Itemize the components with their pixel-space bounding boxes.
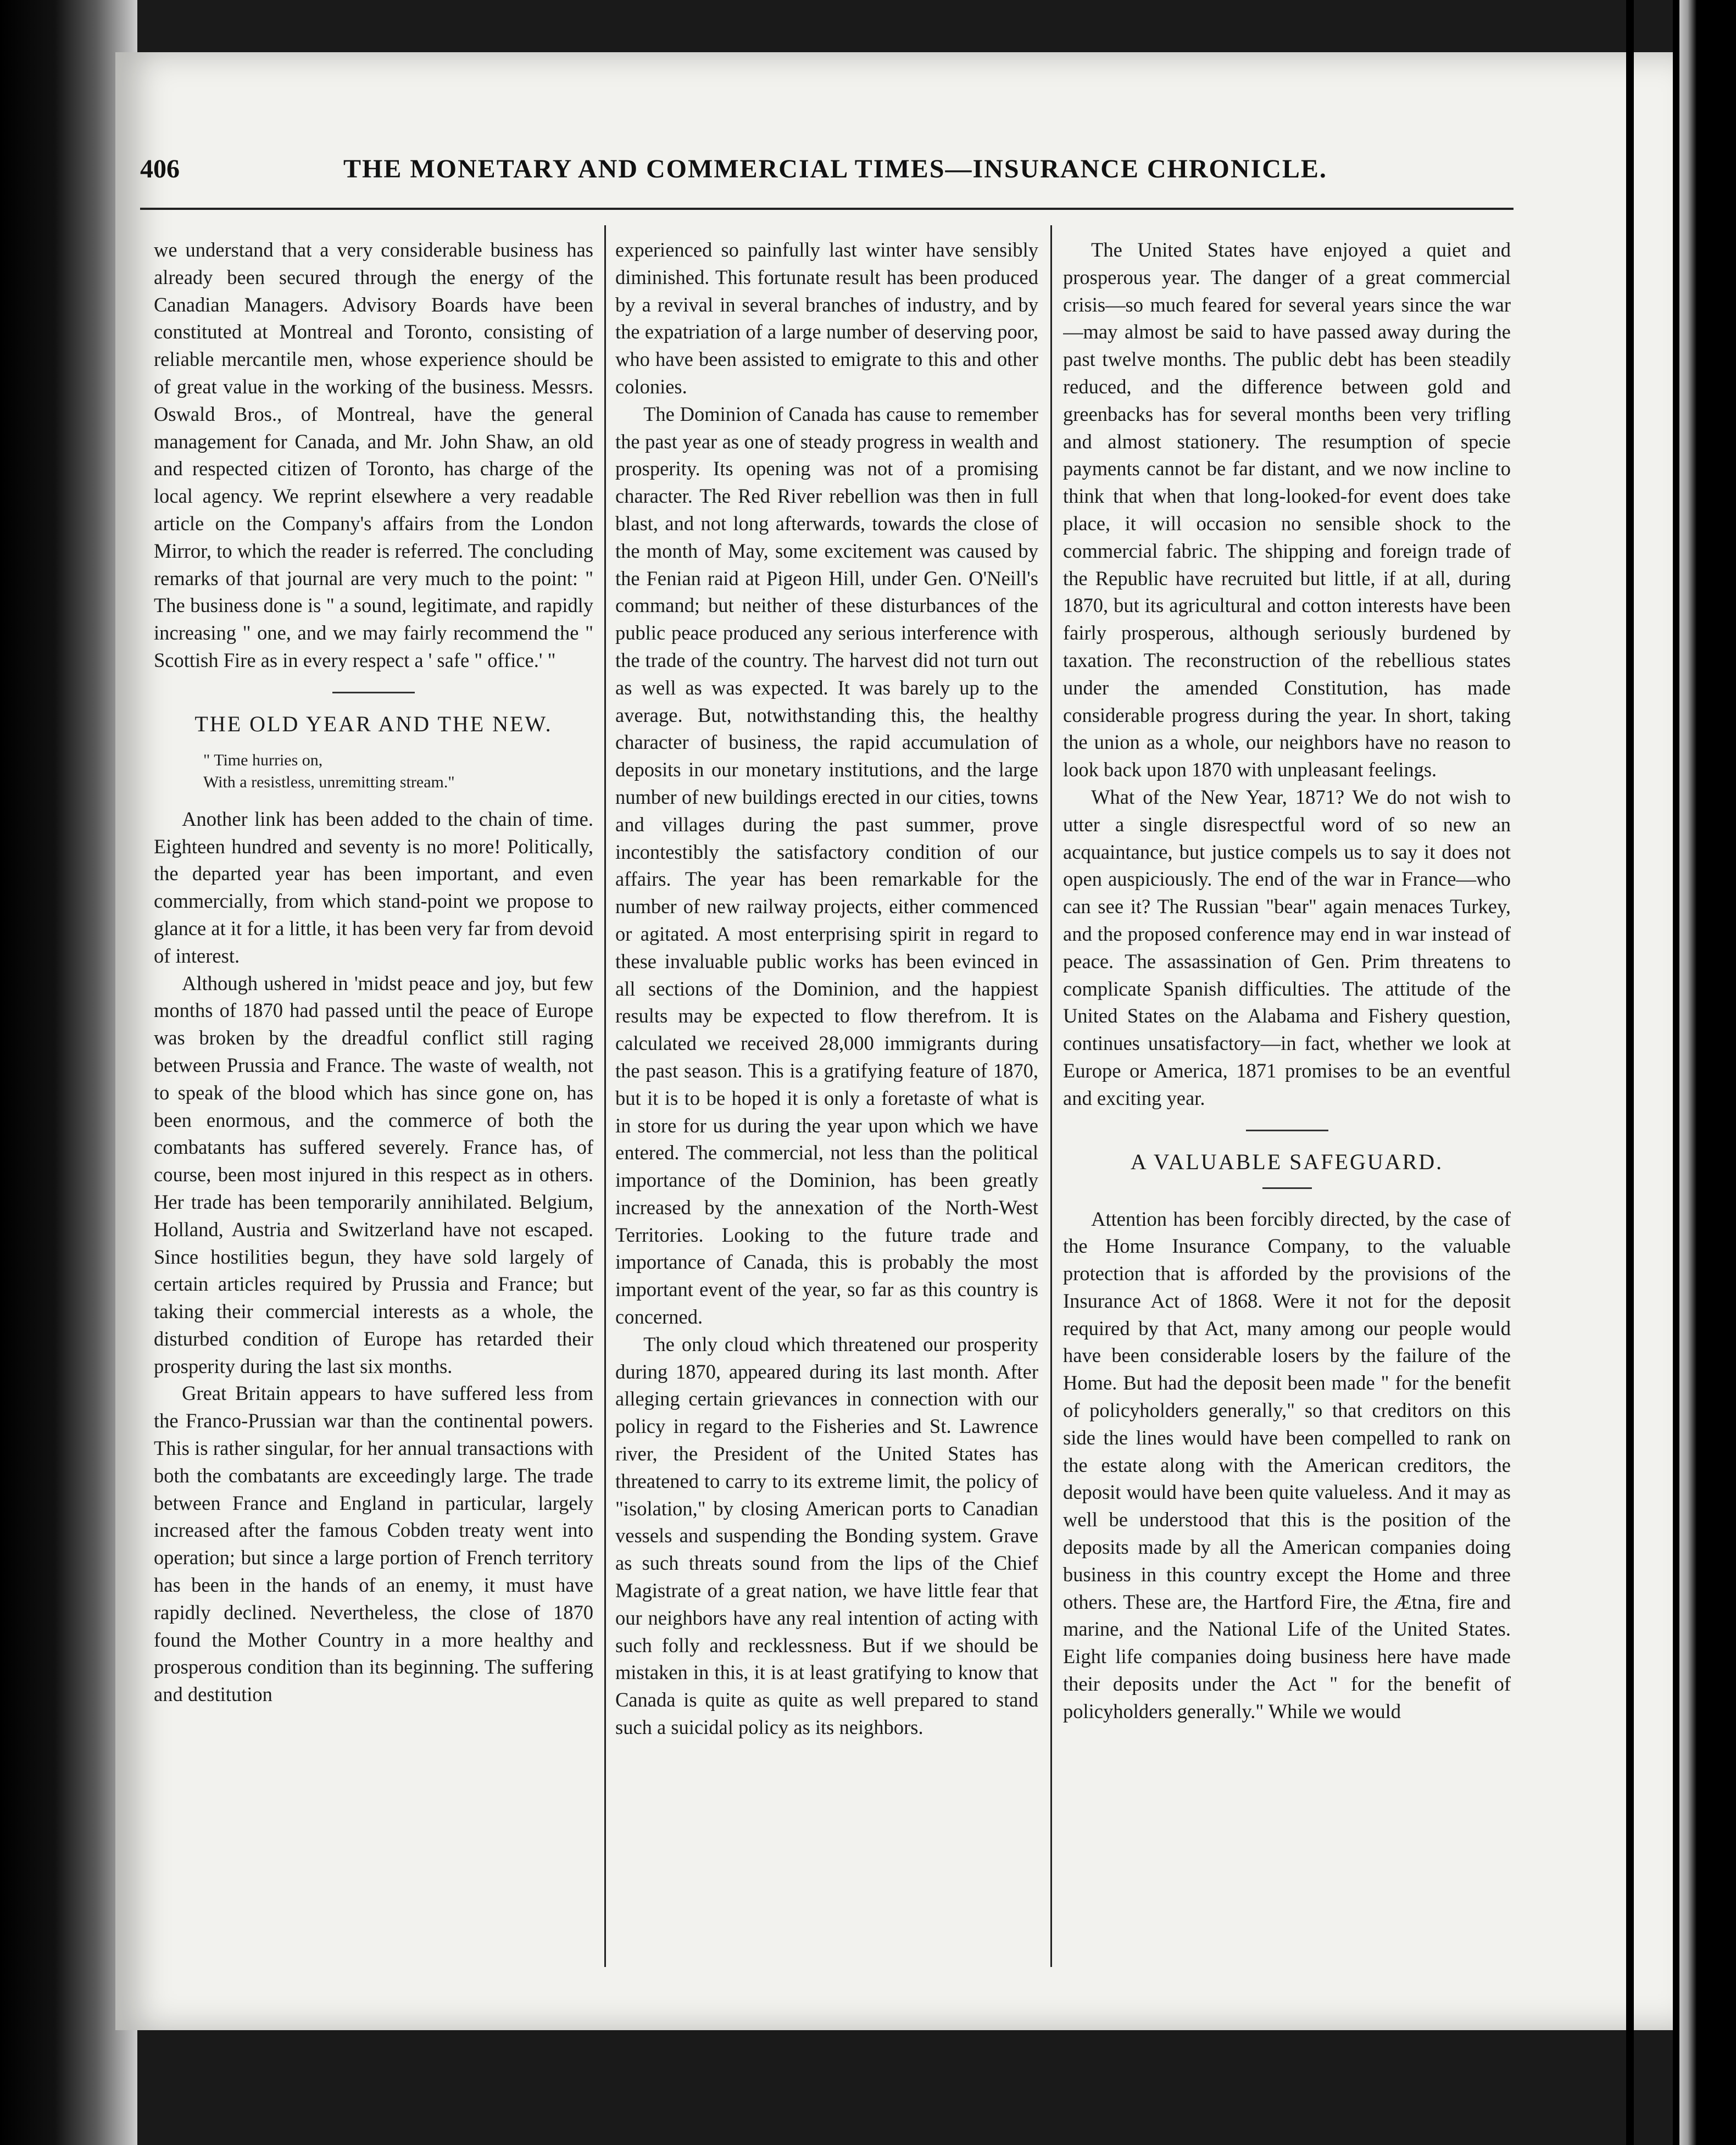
paragraph: The only cloud which threatened our prosperity during 1870, appeared during its last month. After alleging certain grievances in connection with our policy in regard to the Fisheries and St. Lawrence river, the President of the United States has threatened to carry to its extreme limit, the policy of "isolation," by closing American ports to Canadian vessels and suspending the Bonding system. Grave as such threats sound from the lips of the Chief Magistrate of a great nation, we have little fear that our neighbors have any real intention of acting with such folly and recklessness. But if we should be mistaken in this, it is at least gratifying to know that Canada is quite as quite as well prepared to stand such a suicidal policy as its neighbors. <box>615 1332 1038 1739</box>
epigraph-line: With a resistless, unremitting stream." <box>203 773 455 791</box>
paragraph: The United States have enjoyed a quiet and prosperous year. The danger of a great commercial crisis—so much feared for several years since the war—may almost be said to have passed away during the past twelve months. The public debt has been steadily reduced, and the difference between gold and greenbacks has for several months been very trifling and almost stationery. The resumption of specie payments cannot be far distant, and we now incline to think that when that long-looked-for event does take place, it will occasion no sensible shock to the commercial fabric. The shipping and foreign trade of the Republic have recruited but little, if at all, during 1870, but its agricultural and cotton interests have been fairly prosperous, although seriously burdened by taxation. The reconstruction of the rebellious states under the amended Constitution, has made considerable progress during the year. In short, taking the union as a whole, our neighbors have no reason to look back upon 1870 with unpleasant feelings. <box>1063 238 1511 781</box>
header-rule <box>140 208 1514 210</box>
paragraph: Although ushered in 'midst peace and joy, but few months of 1870 had passed until the peace of Europe was broken by the dreadful conflict still raging between Prussia and France. The waste of wealth, not to speak of the blood which has since gone on, has been enormous, and the commerce of both the combatants has suffered severely. France has, of course, been most injured in this respect as in others. Her trade has been temporarily annihilated. Belgium, Holland, Austria and Switzerland have not escaped. Since hostilities begun, they have sold largely of certain articles required by Prussia and France; but taking their commercial interests as a whole, the disturbed condition of Europe has retarded their prosperity during the last six months. <box>154 971 593 1377</box>
column-rule <box>1050 225 1052 1967</box>
epigraph <box>203 749 593 793</box>
column-3 <box>1063 236 1511 1972</box>
running-head: THE MONETARY AND COMMERCIAL TIMES—INSURANCE CHRONICLE. <box>343 154 1327 184</box>
title-underline <box>1262 1187 1312 1189</box>
column-rule <box>604 225 606 1967</box>
right-page-edge <box>1676 0 1736 2145</box>
epigraph-line: " Time hurries on, <box>203 751 323 769</box>
column-1 <box>154 236 593 1972</box>
scan-border-line <box>1673 0 1679 2145</box>
section-separator <box>1246 1130 1328 1131</box>
page-header <box>140 154 1590 198</box>
paragraph: Another link has been added to the chain of time. Eighteen hundred and seventy is no more! Politically, the departed year has been important, and even commercially, from which stand-point we propose to glance at it for a little, it has been very far from devoid of interest. <box>154 807 593 967</box>
page-number: 406 <box>140 154 180 184</box>
article-title: A VALUABLE SAFEGUARD. <box>1130 1149 1444 1174</box>
paragraph: The Dominion of Canada has cause to remember the past year as one of steady progress in wealth and prosperity. Its opening was not of a promising character. The Red River rebellion was then in full blast, and not long afterwards, towards the close of the month of May, some excitement was caused by the Fenian raid at Pigeon Hill, under Gen. O'Neill's command; but neither of these disturbances of the public peace produced any serious interference with the trade of the country. The harvest did not turn out as well as was expected. It was barely up to the average. But, notwithstanding this, the healthy character of business, the rapid accumulation of deposits in our monetary institutions, and the large number of new buildings erected in our cities, towns and villages during the past summer, prove incontestibly the satisfactory condition of our affairs. The year has been remarkable for the number of new railway projects, either commenced or agitated. A most enterprising spirit in regard to these invaluable public works has been evinced in all sections of the Dominion, and the happiest results may be expected to flow therefrom. It is calculated we received 28,000 immigrants during the past season. This is a gratifying feature of 1870, but it is to be hoped it is only a foretaste of what is in store for us during the year upon which we have entered. The commercial, not less than the political importance of the Dominion, has been greatly increased by the annexation of the North-West Territories. Looking to the future trade and importance of Canada, this is probably the most important event of the year, so far as this country is concerned. <box>615 402 1038 1329</box>
paragraph: Great Britain appears to have suffered less from the Franco-Prussian war than the continental powers. This is rather singular, for her annual transactions with both the combatants are exceedingly large. The trade between France and England in particular, largely increased after the famous Cobden treaty went into operation; but since a large portion of French territory has been in the hands of an enemy, it must have rapidly declined. Nevertheless, the close of 1870 found the Mother Country in a more healthy and prosperous condition than its beginning. The suffering and destitution <box>154 1382 593 1706</box>
column-2 <box>615 236 1038 1972</box>
paragraph: What of the New Year, 1871? We do not wish to utter a single disrespectful word of so new an acquaintance, but justice compels us to say it does not open auspiciously. The end of the war in France—who can see it? The Russian "bear" again menaces Turkey, and the proposed conference may end in war instead of peace. The assassination of Gen. Prim threatens to complicate Spanish difficulties. The attitude of the United States on the Alabama and Fishery question, continues unsatisfactory—in fact, whether we look at Europe or America, 1871 promises to be an eventful and exciting year. <box>1063 785 1511 1109</box>
section-separator <box>332 692 415 693</box>
paragraph: experienced so painfully last winter have sensibly diminished. This fortunate result has been produced by a revival in several branches of industry, and by the expatriation of a large number of deserving poor, who have been assisted to emigrate to this and other colonies. <box>615 238 1038 398</box>
article-title: THE OLD YEAR AND THE NEW. <box>194 711 553 736</box>
scan-border-line <box>1626 0 1634 2145</box>
paragraph: we understand that a very considerable business has already been secured through the energy of the Canadian Managers. Advisory Boards have been constituted at Montreal and Toronto, consisting of reliable mercantile men, whose experience should be of great value in the working of the business. Messrs. Oswald Bros., of Montreal, have the general management for Canada, and Mr. John Shaw, an old and respected citizen of Toronto, has charge of the local agency. We reprint elsewhere a very readable article on the Company's affairs from the London Mirror, to which the reader is referred. The concluding remarks of that journal are very much to the point: " The business done is " a sound, legitimate, and rapidly increasing " one, and we may fairly recommend the " Scottish Fire as in every respect a ' safe " office.' " <box>154 238 593 671</box>
paragraph: Attention has been forcibly directed, by the case of the Home Insurance Company, to the valuable protection that is afforded by the provisions of the Insurance Act of 1868. Were it not for the deposit required by that Act, many among our people would have been considerable losers by the failure of the Home. But had the deposit been made " for the benefit of policyholders generally," so that creditors on this side the lines would have been compelled to rank on the estate along with the American creditors, the deposit would have been quite valueless. And it may as well be understood that this is the position of the deposits made by all the American companies doing business in this country except the Home and three others. These are, the Hartford Fire, the Ætna, fire and marine, and the National Life of the United States. Eight life companies doing business here have made their deposits under the Act " for the benefit of policyholders generally." While we would <box>1063 1207 1511 1722</box>
